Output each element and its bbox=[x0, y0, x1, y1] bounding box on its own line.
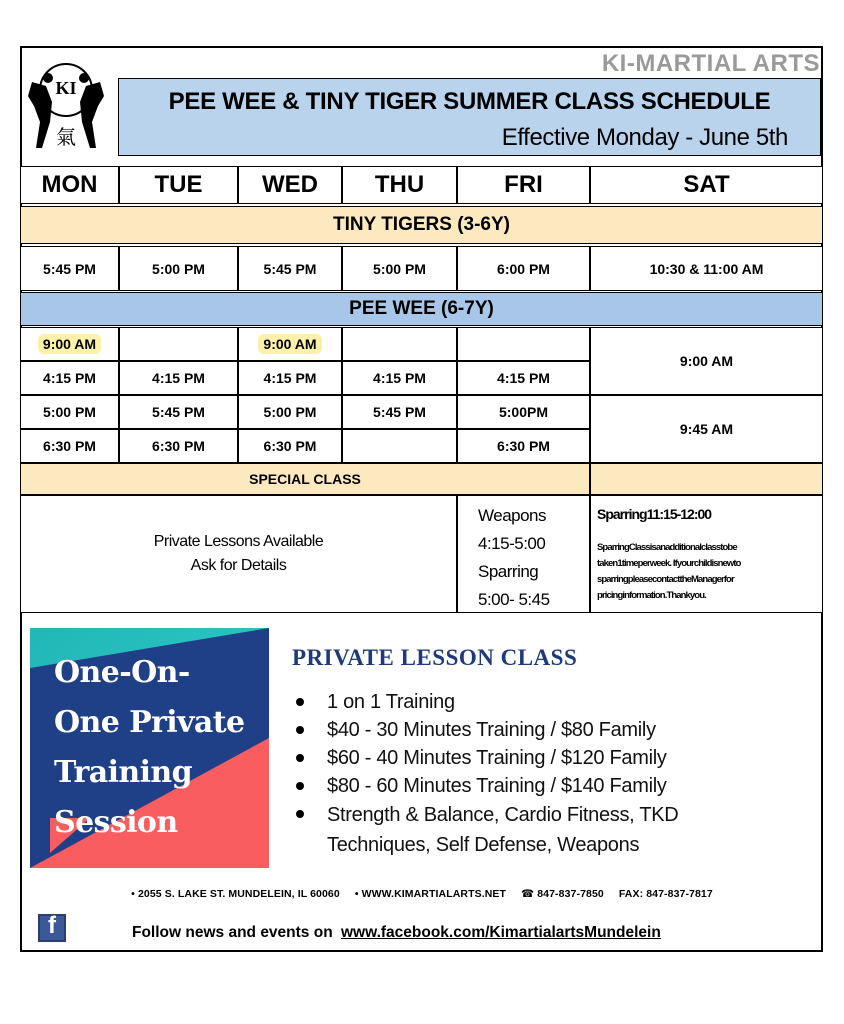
logo-text: KI bbox=[55, 78, 77, 98]
private-lesson-title: PRIVATE LESSON CLASS bbox=[292, 645, 578, 670]
pee-sat-a: 9:00 AM bbox=[590, 327, 823, 395]
promo-line3: Training bbox=[54, 755, 192, 790]
contact-line bbox=[0, 888, 844, 900]
tiny-tue: 5:00 PM bbox=[119, 246, 238, 291]
karate-logo-icon bbox=[22, 56, 110, 162]
pee-r4-wed: 6:30 PM bbox=[238, 429, 342, 463]
list-item bbox=[296, 800, 766, 860]
list-item-text: $40 - 30 Minutes Training / $80 Family bbox=[327, 719, 656, 741]
private-lessons-line2: Ask for Details bbox=[190, 557, 287, 574]
special-class-band: SPECIAL CLASS bbox=[20, 463, 590, 495]
pee-r3-thu: 5:45 PM bbox=[342, 395, 457, 429]
brand-name: KI-MARTIAL ARTS bbox=[601, 50, 820, 77]
weapons-sparring-cell bbox=[457, 495, 590, 613]
pee-r3-wed: 5:00 PM bbox=[238, 395, 342, 429]
schedule-title: PEE WEE & TINY TIGER SUMMER CLASS SCHEDULE bbox=[168, 88, 771, 115]
list-item bbox=[296, 716, 766, 744]
weapons-label: Weapons bbox=[478, 506, 547, 525]
list-item bbox=[296, 744, 766, 772]
day-header-fri: FRI bbox=[457, 166, 590, 204]
day-header-mon: MON bbox=[20, 166, 119, 204]
pee-r3-tue: 5:45 PM bbox=[119, 395, 238, 429]
promo-line4: Session bbox=[54, 805, 178, 840]
pee-wee-band: PEE WEE (6-7Y) bbox=[20, 292, 823, 326]
pee-r3-mon: 5:00 PM bbox=[20, 395, 119, 429]
tiny-fri: 6:00 PM bbox=[457, 246, 590, 291]
tiny-thu: 5:00 PM bbox=[342, 246, 457, 291]
promo-text bbox=[54, 648, 244, 848]
phone-number: ☎ 847-837-7850 bbox=[521, 888, 604, 900]
list-item-text: $60 - 40 Minutes Training / $120 Family bbox=[327, 747, 667, 769]
tiny-tigers-band: TINY TIGERS (3-6Y) bbox=[20, 206, 823, 244]
sparring-note: SparringClassisanadditionalclasstobe taken1timeperweek. Ifyourchildisnewto sparringpleasecontacttheManagerfor pricinginformation.Thankyou. bbox=[597, 542, 741, 601]
pee-r4-tue: 6:30 PM bbox=[119, 429, 238, 463]
private-lesson-list bbox=[296, 688, 766, 860]
list-item-text: Strength & Balance, Cardio Fitness, TKD Techniques, Self Defense, Weapons bbox=[327, 804, 679, 856]
pee-r2-tue: 4:15 PM bbox=[119, 361, 238, 395]
facebook-icon[interactable]: f bbox=[38, 914, 66, 942]
follow-line bbox=[132, 924, 661, 942]
bullet-icon bbox=[296, 726, 304, 734]
bullet-icon bbox=[296, 782, 304, 790]
website-link[interactable]: • WWW.KIMARTIALARTS.NET bbox=[354, 888, 507, 900]
pee-r1-tue bbox=[119, 327, 238, 361]
bullet-icon bbox=[296, 754, 304, 762]
list-item-text: $80 - 60 Minutes Training / $140 Family bbox=[327, 775, 667, 797]
sparring-title: Sparring11:15-12:00 bbox=[597, 506, 712, 522]
private-lessons-line1: Private Lessons Available bbox=[153, 533, 324, 550]
promo-line2: One Private bbox=[54, 705, 245, 740]
list-item-text: 1 on 1 Training bbox=[327, 691, 455, 713]
pee-r3-fri: 5:00PM bbox=[457, 395, 590, 429]
highlighted-time: 9:00 AM bbox=[38, 334, 101, 354]
address: • 2055 S. LAKE ST. MUNDELEIN, IL 60060 bbox=[131, 888, 340, 900]
sparring-label: Sparring bbox=[478, 562, 539, 581]
logo-character: 氣 bbox=[56, 125, 76, 149]
pee-r2-thu: 4:15 PM bbox=[342, 361, 457, 395]
pee-r1-wed bbox=[238, 327, 342, 361]
promo-line1: One-On- bbox=[54, 655, 190, 690]
sparring-time: 5:00- 5:45 bbox=[478, 590, 550, 609]
bullet-icon bbox=[296, 810, 304, 818]
weapons-time: 4:15-5:00 bbox=[478, 534, 546, 553]
promo-graphic bbox=[30, 628, 269, 868]
pee-r4-thu bbox=[342, 429, 457, 463]
tiny-mon: 5:45 PM bbox=[20, 246, 119, 291]
special-class-band-sat bbox=[590, 463, 823, 495]
day-header-sat: SAT bbox=[590, 166, 823, 204]
tiny-sat: 10:30 & 11:00 AM bbox=[590, 246, 823, 291]
pee-r4-fri: 6:30 PM bbox=[457, 429, 590, 463]
pee-r2-fri: 4:15 PM bbox=[457, 361, 590, 395]
day-header-tue: TUE bbox=[119, 166, 238, 204]
day-header-thu: THU bbox=[342, 166, 457, 204]
highlighted-time: 9:00 AM bbox=[258, 334, 321, 354]
private-lessons-cell bbox=[20, 495, 457, 613]
fax-number: FAX: 847-837-7817 bbox=[618, 888, 713, 900]
pee-r1-fri bbox=[457, 327, 590, 361]
bullet-icon bbox=[296, 698, 304, 706]
pee-r1-mon bbox=[20, 327, 119, 361]
tiny-wed: 5:45 PM bbox=[238, 246, 342, 291]
follow-text: Follow news and events on bbox=[132, 924, 333, 941]
facebook-link[interactable]: www.facebook.com/KimartialartsMundelein bbox=[340, 924, 661, 941]
pee-r1-thu bbox=[342, 327, 457, 361]
pee-r2-mon: 4:15 PM bbox=[20, 361, 119, 395]
list-item bbox=[296, 772, 766, 800]
list-item bbox=[296, 688, 766, 716]
pee-r2-wed: 4:15 PM bbox=[238, 361, 342, 395]
pee-r4-mon: 6:30 PM bbox=[20, 429, 119, 463]
day-header-wed: WED bbox=[238, 166, 342, 204]
pee-sat-b: 9:45 AM bbox=[590, 395, 823, 463]
sparring-info-cell bbox=[590, 495, 823, 613]
schedule-subtitle: Effective Monday - June 5th bbox=[501, 124, 788, 151]
